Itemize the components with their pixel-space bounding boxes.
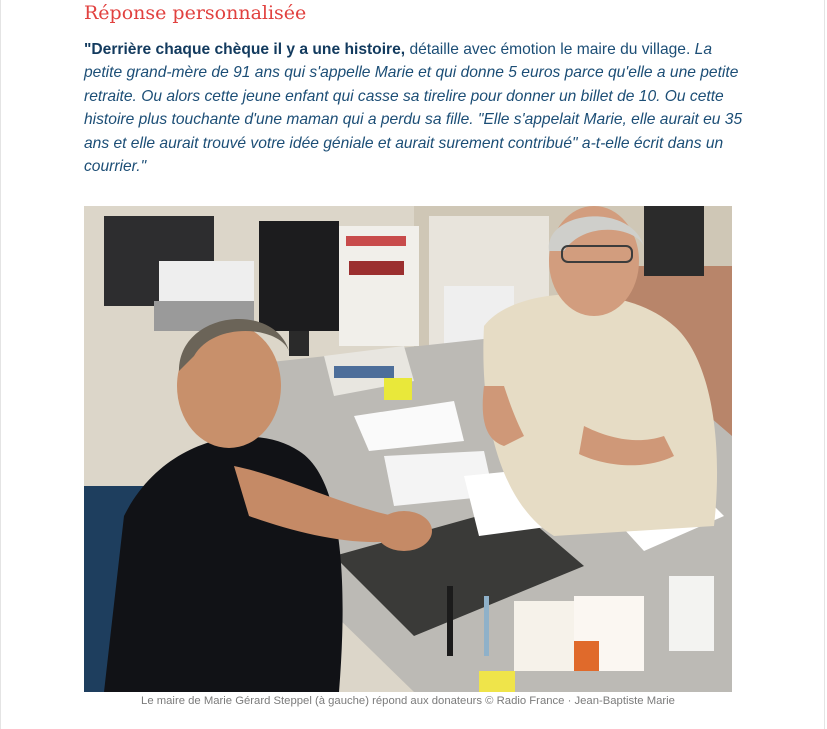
photo-caption: Le maire de Marie Gérard Steppel (à gauche) répond aux donateurs © Radio France · Jean-Baptiste Marie <box>141 695 675 707</box>
quote-italic-text: La petite grand-mère de 91 ans qui s'appelle Marie et qui donne 5 euros parce qu'elle a une petite retraite. Ou alors cette jeune enfant qui casse sa tirelire pour donner un billet de 10. Ou cette histoire plus touchante d'une maman qui a perdu sa fille. "Elle s'appelait Marie, elle aurait eu 35 ans et elle aurait trouvé votre idée géniale et aurait surement contribué" a-t-elle écrit dans un courrier." <box>84 41 743 176</box>
section-heading: Réponse personnalisée <box>84 2 307 24</box>
quote-attribution: détaille avec émotion le maire du village. <box>405 41 691 58</box>
article-photo <box>84 206 732 692</box>
photo-illustration <box>84 206 732 692</box>
quote-lead: "Derrière chaque chèque il y a une histoire, <box>84 41 406 58</box>
quote-paragraph <box>84 38 744 178</box>
